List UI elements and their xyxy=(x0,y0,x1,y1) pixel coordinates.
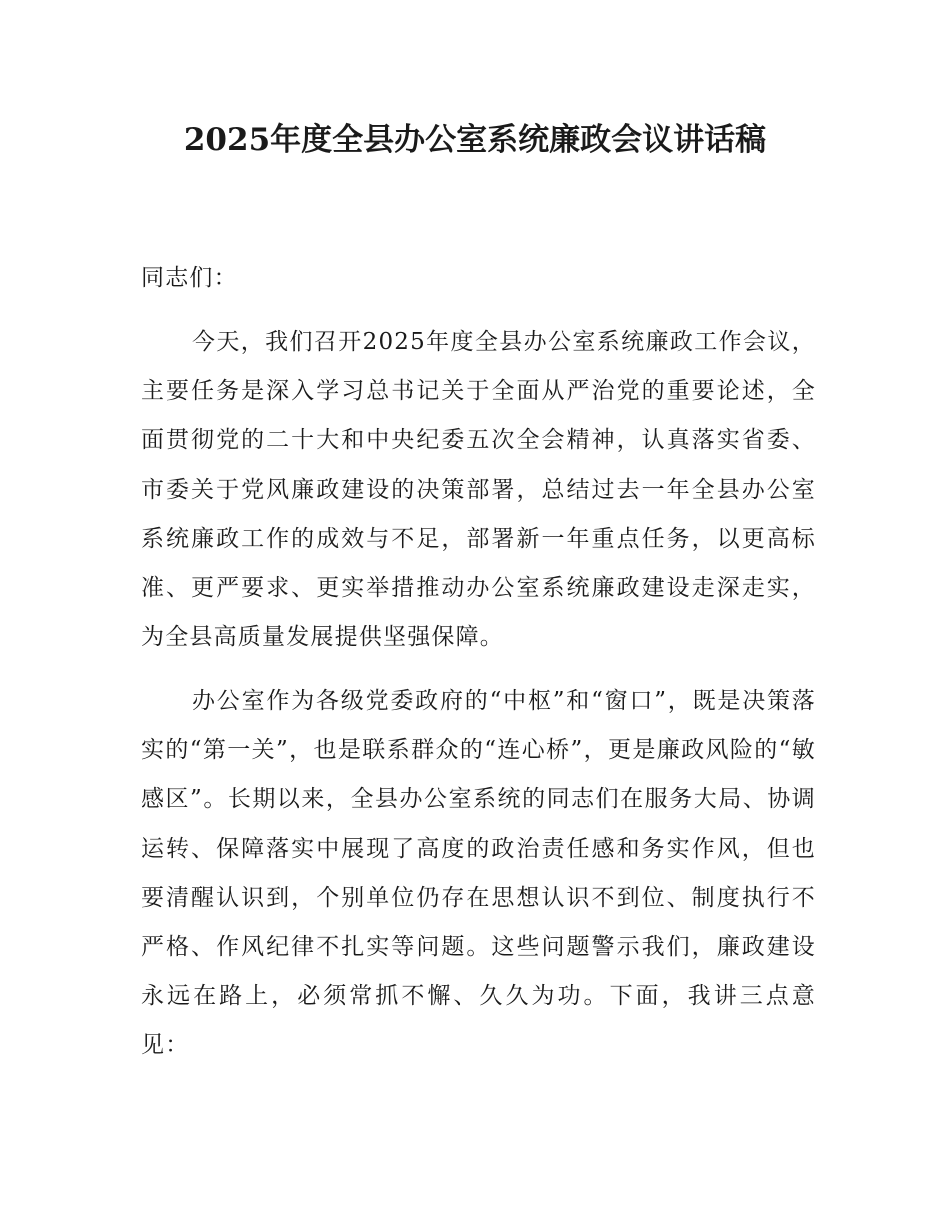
document-title: 2025年度全县办公室系统廉政会议讲话稿 xyxy=(183,122,767,158)
salutation: 同志们： xyxy=(141,265,238,291)
paragraph-office-role: 办公室作为各级党委政府的“中枢”和“窗口”，既是决策落实的“第一关”，也是联系群众的“连心桥”，更是廉政风险的“敏感区”。长期以来，全县办公室系统的同志们在服务大局、协调运转、保障落实中展现了高度的政治责任感和务实作风，但也要清醒认识到，个别单位仍存在思想认识不到位、制度执行不严格、作风纪律不扎实等问题。这些问题警示我们，廉政建设永远在路上，必须常抓不懈、久久为功。下面，我讲三点意见： xyxy=(141,688,816,1059)
paragraph-opening: 今天，我们召开2025年度全县办公室系统廉政工作会议，主要任务是深入学习总书记关于全面从严治党的重要论述，全面贯彻党的二十大和中央纪委五次全会精神，认真落实省委、市委关于党风廉政建设的决策部署，总结过去一年全县办公室系统廉政工作的成效与不足，部署新一年重点任务，以更高标准、更严要求、更实举措推动办公室系统廉政建设走深走实，为全县高质量发展提供坚强保障。 xyxy=(141,329,816,651)
